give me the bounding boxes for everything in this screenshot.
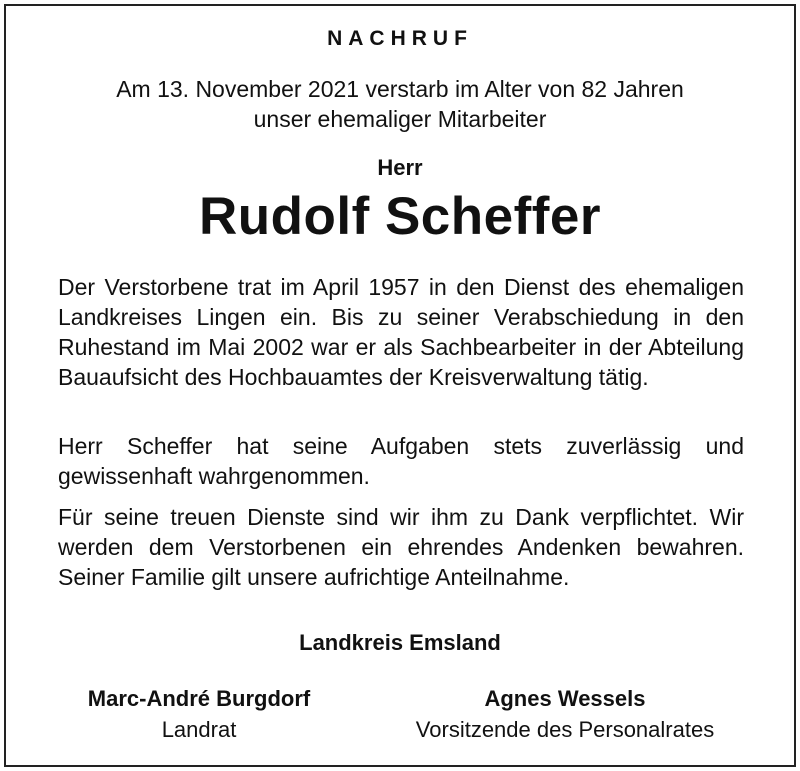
intro-line-2: unser ehemaliger Mitarbeiter: [253, 106, 547, 132]
paragraph-career: Der Verstorbene trat im April 1957 in den Dienst des ehemaligen Landkreises Lingen ein. Bis zu seiner Verabschiedung in den Ruhestand im Mai 2002 war er als Sachbearbeiter in der Abteilung Bauaufsicht des Hochbauamtes der Kreisverwaltung tätig.: [58, 274, 744, 390]
deceased-name: Rudolf Scheffer: [198, 187, 602, 246]
paragraph-character: Herr Scheffer hat seine Aufgaben stets zuverlässig und gewissenhaft wahrgenommen.: [58, 433, 744, 489]
signatory-role: Vorsitzende des Personalrates: [415, 717, 715, 742]
salutation: Herr: [377, 155, 423, 180]
obituary-title: NACHRUF: [327, 27, 473, 50]
intro-text: [0, 74, 800, 134]
signatory-1: [40, 683, 358, 745]
paragraph-gratitude: Für seine treuen Dienste sind wir ihm zu Dank verpflichtet. Wir werden dem Verstorbenen ein ehrendes Andenken bewahren. Seiner Familie gilt unsere aufrichtige Anteilnahme.: [58, 504, 744, 590]
signatory-name: Marc-André Burgdorf: [87, 686, 311, 711]
signatory-name: Agnes Wessels: [484, 686, 646, 711]
organization-name: Landkreis Emsland: [299, 630, 501, 655]
signatory-2: [370, 683, 760, 745]
signatory-role: Landrat: [161, 717, 237, 742]
intro-line-1: Am 13. November 2021 verstarb im Alter von 82 Jahren: [116, 76, 684, 102]
